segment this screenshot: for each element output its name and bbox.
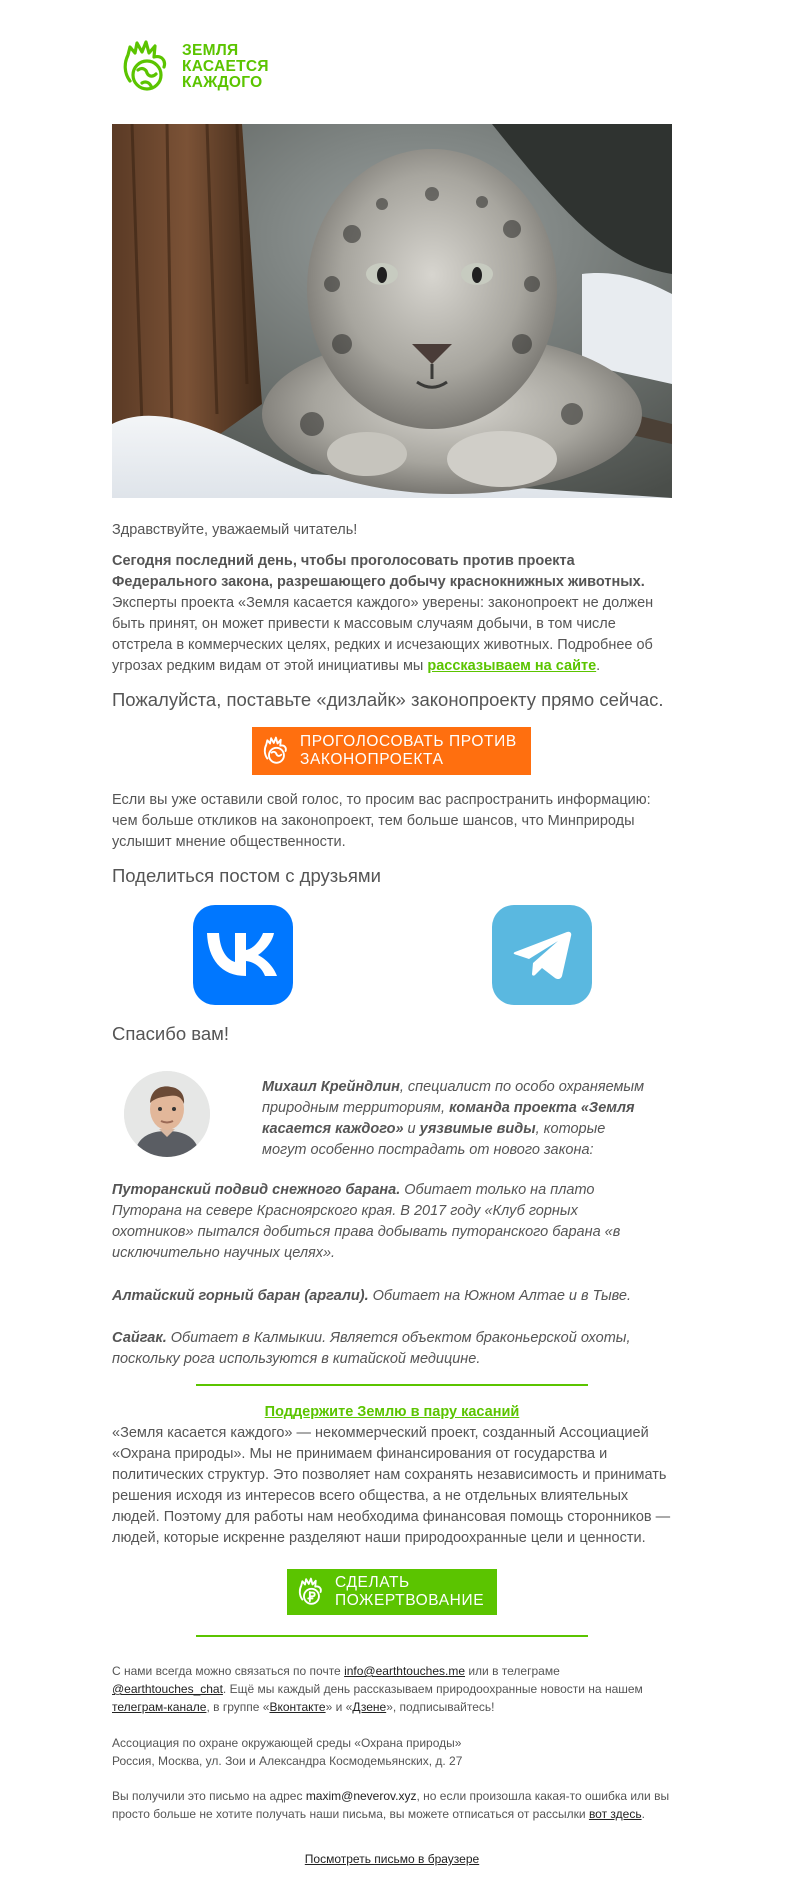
- call-to-action-heading: Пожалуйста, поставьте «дизлайк» законопроекту прямо сейчас.: [112, 689, 664, 710]
- support-heading-wrap: [112, 1402, 672, 1423]
- support-heading-link[interactable]: Поддержите Землю в пару касаний: [264, 1404, 520, 1420]
- logo-line-1: ЗЕМЛЯ: [182, 42, 239, 59]
- species-item: Сайгак. Обитает в Калмыкии. Является объектом браконьерской охоты, поскольку рога используются в китайской медицине.: [112, 1330, 631, 1367]
- logo-line-2: КАСАЕТСЯ: [182, 58, 269, 75]
- footer-organization: [112, 1734, 672, 1770]
- expert-name: Михаил Крейндлин: [262, 1079, 400, 1095]
- donate-button-line-1: СДЕЛАТЬ: [335, 1574, 410, 1591]
- org-address: Россия, Москва, ул. Зои и Александра Космодемьянских, д. 27: [112, 1754, 463, 1768]
- vote-button-line-1: ПРОГОЛОСОВАТЬ ПРОТИВ: [300, 733, 517, 750]
- hero-snow-leopard-image: [112, 124, 672, 498]
- donate-button[interactable]: [287, 1569, 497, 1615]
- intro-paragraph: Сегодня последний день, чтобы проголосовать против проекта Федерального закона, разрешающего добычу краснокнижных животных. Эксперты проекта «Земля касается каждого» уверены: законопроект не должен быть принят, он может привести к массовым случаям добычи, в том числе отстрела в коммерческих целях, редких и исчезающих животных. Подробнее об угрозах редким видам от этой инициативы мы рассказываем на сайте.: [112, 553, 654, 674]
- greeting-text: Здравствуйте, уважаемый читатель!: [112, 522, 358, 538]
- recipient-email: maxim@neverov.xyz: [305, 1789, 417, 1803]
- vk-share-button[interactable]: [193, 905, 293, 1005]
- telegram-share-button[interactable]: [492, 905, 592, 1005]
- species-name: Сайгак.: [112, 1330, 167, 1346]
- expert-paragraph: Михаил Крейндлин, специалист по особо охраняемым природным территориям, команда проекта «Земля касается каждого» и уязвимые виды, которые могут особенно пострадать от нового закона:: [262, 1079, 645, 1158]
- thanks-heading: Спасибо вам!: [112, 1023, 230, 1044]
- email-link[interactable]: info@earthtouches.me: [344, 1664, 465, 1678]
- divider: [196, 1384, 588, 1386]
- vk-icon: [207, 933, 279, 977]
- species-name: Путоранский подвид снежного барана.: [112, 1182, 401, 1198]
- footer-contact: С нами всегда можно связаться по почте info@earthtouches.me или в телеграме @earthtouches_chat. Ещё мы каждый день рассказываем природоохранные новости на нашем телеграм-канале, в группе «Вконтакте» и «Дзене», подписывайтесь!: [112, 1664, 643, 1714]
- vote-against-button[interactable]: [252, 727, 531, 775]
- vk-group-link[interactable]: Вконтакте: [269, 1700, 326, 1714]
- telegram-chat-link[interactable]: @earthtouches_chat: [112, 1682, 223, 1696]
- species-item: Алтайский горный баран (аргали). Обитает на Южном Алтае и в Тыве.: [112, 1288, 632, 1304]
- unsubscribe-link[interactable]: вот здесь: [588, 1807, 642, 1821]
- support-paragraph: «Земля касается каждого» — некоммерческий проект, созданный Ассоциацией «Охрана природы». Мы не принимаем финансирования от государства и политических структур. Это позволяет нам сохранять независимость и принимать решения исходя из интересов всего общества, а не отдельных влиятельных людей. Поэтому для работы нам необходима финансовая помощь сторонников — людей, которые искренне разделяют наши природоохранные цели и ценности.: [112, 1425, 671, 1546]
- intro-text: Эксперты проекта «Земля касается каждого» уверены: законопроект не должен быть принят, он может привести к массовым случаям добычи, в том числе отстрела в коммерческих целях, редких и исчезающих животных. Подробнее об угрозах редким видам от этой инициативы мы: [112, 595, 654, 674]
- donate-button-line-2: ПОЖЕРТВОВАНИЕ: [335, 1592, 485, 1609]
- divider: [196, 1635, 588, 1637]
- site-article-link[interactable]: рассказываем на сайте: [427, 658, 597, 674]
- hand-coin-icon: [297, 1575, 327, 1609]
- species-item: Путоранский подвид снежного барана. Обитает только на плато Путорана на севере Красноярского края. В 2017 году «Клуб горных охотников» пытался добиться права добывать путоранского барана «в исключительно научных целях».: [112, 1182, 621, 1261]
- intro-bold: Сегодня последний день, чтобы проголосовать против проекта Федерального закона, разрешающего добычу краснокнижных животных.: [112, 553, 645, 590]
- logo-line-3: КАЖДОГО: [182, 74, 263, 91]
- footer-unsubscribe: Вы получили это письмо на адрес maxim@neverov.xyz, но если произошла какая-то ошибка или вы просто больше не хотите получать наши письма, вы можете отписаться от рассылки вот здесь.: [112, 1789, 670, 1821]
- hand-planet-icon: [262, 734, 292, 768]
- hand-planet-logo-icon: [120, 37, 176, 97]
- org-name: Ассоциация по охране окружающей среды «Охрана природы»: [112, 1736, 462, 1750]
- telegram-channel-link[interactable]: телеграм-канале: [112, 1700, 207, 1714]
- view-in-browser-link[interactable]: Посмотреть письмо в браузере: [304, 1852, 480, 1866]
- already-voted-paragraph: Если вы уже оставили свой голос, то просим вас распространить информацию: чем больше откликов на законопроект, тем больше шансов, что Минприроды услышит мнение общественности.: [112, 792, 651, 850]
- share-heading: Поделиться постом с друзьями: [112, 865, 381, 886]
- vote-button-line-2: ЗАКОНОПРОЕКТА: [300, 751, 444, 768]
- telegram-icon: [512, 930, 572, 980]
- expert-avatar: [124, 1071, 210, 1157]
- brand-logo[interactable]: [120, 36, 280, 98]
- species-name: Алтайский горный баран (аргали).: [112, 1288, 369, 1304]
- dzen-link[interactable]: Дзене: [352, 1700, 387, 1714]
